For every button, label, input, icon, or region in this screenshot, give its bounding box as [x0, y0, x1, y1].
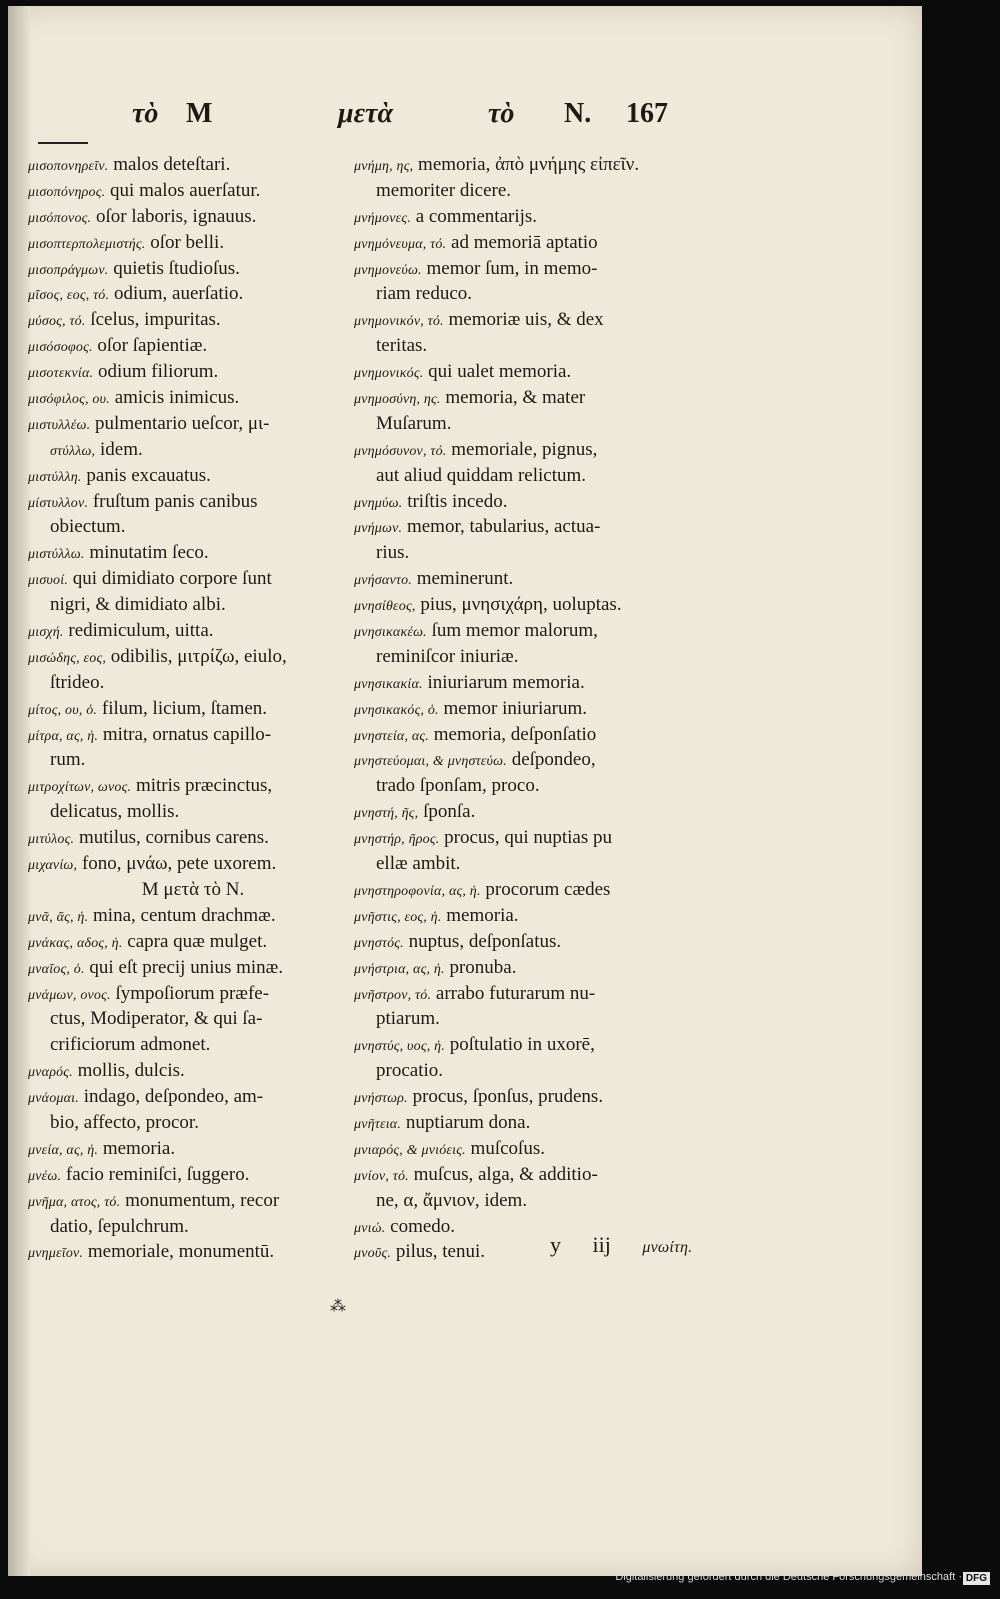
dictionary-line: [354, 1084, 714, 1110]
latin-gloss: idem.: [95, 438, 143, 460]
dictionary-line: [354, 1188, 714, 1214]
dictionary-line: [354, 825, 714, 851]
right-column: [354, 152, 714, 1265]
header-right-article: τὸ: [488, 98, 515, 129]
dictionary-line: [354, 437, 714, 463]
dictionary-line: [28, 1006, 358, 1032]
latin-gloss: odium, auerſatio.: [109, 283, 244, 305]
dictionary-line: [28, 411, 358, 437]
greek-headword: μνημεῖον.: [28, 1246, 84, 1262]
latin-gloss: redimiculum, uitta.: [63, 620, 214, 642]
greek-headword: μνίον, τό.: [354, 1168, 409, 1184]
latin-gloss: capra quæ mulget.: [122, 930, 268, 952]
dictionary-line: [354, 1110, 714, 1136]
latin-gloss: trado ſponſam, proco.: [376, 775, 540, 797]
greek-headword: μνημονικός.: [354, 366, 424, 382]
latin-gloss: ellæ ambit.: [376, 853, 461, 875]
dictionary-line: [28, 333, 358, 359]
greek-headword: μίτος, ου, ὁ.: [28, 702, 98, 718]
latin-gloss: mollis, dulcis.: [72, 1060, 185, 1082]
latin-gloss: mina, centum drachmæ.: [88, 904, 276, 926]
latin-gloss: poſtulatio in uxorē,: [444, 1034, 595, 1056]
dictionary-line: [354, 385, 714, 411]
latin-gloss: procus, ſponſus, prudens.: [407, 1086, 604, 1108]
dictionary-line: [28, 256, 358, 282]
latin-gloss: indago, deſpondeo, am-: [78, 1086, 264, 1108]
latin-gloss: amicis inimicus.: [109, 387, 240, 409]
latin-gloss: iniuriarum memoria.: [422, 671, 585, 693]
latin-gloss: triſtis incedo.: [402, 490, 508, 512]
latin-gloss: mitris præcinctus,: [131, 775, 273, 797]
latin-gloss: Muſarum.: [376, 412, 452, 434]
latin-gloss: datio, ſepulchrum.: [50, 1215, 189, 1237]
latin-gloss: qui eſt precij unius minæ.: [84, 956, 284, 978]
dictionary-line: [354, 981, 714, 1007]
header-left-letter: M: [186, 98, 213, 129]
latin-gloss: memoria, & mater: [440, 387, 586, 409]
greek-headword: μίστυλλον.: [28, 495, 89, 511]
dictionary-line: [354, 955, 714, 981]
latin-gloss: malos deteſtari.: [108, 154, 231, 175]
greek-headword: μνήμονες.: [354, 210, 411, 226]
dictionary-line: [28, 1110, 358, 1136]
greek-headword: μιτροχίτων, ωνος.: [28, 780, 132, 796]
dictionary-line: [354, 722, 714, 748]
dictionary-line: [28, 877, 358, 903]
dictionary-line: [28, 644, 358, 670]
greek-headword: μνῆστρον, τό.: [354, 987, 432, 1003]
dictionary-line: [28, 1162, 358, 1188]
latin-gloss: nuptus, deſponſatus.: [403, 930, 562, 952]
greek-headword: μνημοσύνη, ης.: [354, 392, 441, 408]
dictionary-line: [28, 851, 358, 877]
latin-gloss: ſponſa.: [418, 801, 476, 823]
dictionary-line: [354, 514, 714, 540]
latin-gloss: qui ualet memoria.: [423, 361, 572, 383]
dictionary-line: [354, 773, 714, 799]
dictionary-line: [354, 333, 714, 359]
latin-gloss: teritas.: [376, 335, 428, 357]
latin-gloss: monumentum, recor: [120, 1189, 280, 1211]
latin-gloss: procorum cædes: [480, 878, 611, 900]
latin-gloss: memoria.: [98, 1137, 176, 1159]
greek-headword: μνάμων, ονος.: [28, 987, 111, 1003]
dictionary-line: [354, 1058, 714, 1084]
latin-gloss: qui dimidiato corpore ſunt: [68, 568, 272, 590]
latin-gloss: arrabo futurarum nu-: [431, 982, 596, 1004]
greek-headword: μνῆστις, εος, ἡ.: [354, 909, 442, 925]
catchword: μνωίτη.: [642, 1239, 693, 1256]
latin-gloss: ſcelus, impuritas.: [85, 309, 221, 331]
dictionary-line: [354, 307, 714, 333]
latin-gloss: memor ſum, in memo-: [421, 257, 598, 279]
greek-headword: μνοῦς.: [354, 1246, 392, 1262]
latin-gloss: ptiarum.: [376, 1008, 440, 1030]
greek-headword: μισόπονος.: [28, 210, 92, 226]
dictionary-line: [28, 773, 358, 799]
dictionary-line: [28, 1084, 358, 1110]
dictionary-line: [28, 566, 358, 592]
greek-headword: μναρός.: [28, 1065, 73, 1081]
dictionary-line: [28, 307, 358, 333]
greek-headword: μνηστύς, υος, ἡ.: [354, 1039, 445, 1055]
dictionary-line: [354, 618, 714, 644]
dictionary-line: [354, 256, 714, 282]
dictionary-line: [28, 489, 358, 515]
latin-gloss: panis excauatus.: [81, 464, 211, 486]
greek-headword: μνήστωρ.: [354, 1091, 408, 1107]
greek-headword: μισοτεκνία.: [28, 366, 94, 382]
latin-gloss: mutilus, cornibus carens.: [74, 827, 269, 849]
dictionary-line: [354, 204, 714, 230]
dictionary-line: [354, 799, 714, 825]
greek-headword: μισοπόνηρος.: [28, 184, 106, 200]
dictionary-line: [28, 540, 358, 566]
greek-headword: μνημόνευμα, τό.: [354, 236, 447, 252]
latin-gloss: aut aliud quiddam relictum.: [376, 464, 587, 486]
latin-gloss: crificiorum admonet.: [50, 1034, 211, 1056]
dictionary-line: [28, 1032, 358, 1058]
dictionary-line: [28, 670, 358, 696]
latin-gloss: procatio.: [376, 1060, 444, 1082]
dictionary-line: [354, 359, 714, 385]
dictionary-line: [28, 1214, 358, 1240]
greek-headword: μνηστεύομαι, & μνηστεύω.: [354, 754, 507, 770]
latin-gloss: oſor laboris, ignauus.: [91, 205, 257, 227]
greek-headword: μισοπράγμων.: [28, 262, 109, 278]
dictionary-line: [28, 981, 358, 1007]
dictionary-line: [28, 799, 358, 825]
dictionary-line: [354, 747, 714, 773]
header-right-letter: N.: [564, 98, 592, 129]
dictionary-line: [28, 1239, 358, 1265]
signature-number: iij: [592, 1232, 611, 1257]
latin-gloss: muſcoſus.: [465, 1137, 545, 1159]
dfg-logo: DFG: [963, 1572, 990, 1585]
dictionary-line: [28, 825, 358, 851]
greek-headword: μύσος, τό.: [28, 314, 86, 330]
latin-gloss: meminerunt.: [411, 568, 514, 590]
dictionary-line: [354, 644, 714, 670]
latin-gloss: minutatim ſeco.: [84, 542, 209, 564]
latin-gloss: bio, affecto, procor.: [50, 1111, 199, 1133]
latin-gloss: memoriæ uis, & dex: [443, 309, 604, 331]
latin-gloss: obiectum.: [50, 516, 126, 538]
dictionary-line: [28, 618, 358, 644]
latin-gloss: ctus, Modiperator, & qui ſa-: [50, 1008, 263, 1030]
latin-gloss: odibilis, μιτρίζω, eiulo,: [106, 645, 287, 667]
greek-headword: μνήστρια, ας, ἡ.: [354, 961, 445, 977]
greek-headword: μνεία, ας, ἡ.: [28, 1142, 99, 1158]
latin-gloss: oſor belli.: [145, 231, 225, 253]
dictionary-line: [354, 670, 714, 696]
dictionary-line: [28, 385, 358, 411]
greek-headword: μιστυλλέω.: [28, 417, 91, 433]
greek-headword: μνηστή, ῆς,: [354, 806, 419, 822]
page-number: 167: [626, 98, 668, 129]
latin-gloss: ſtrideo.: [50, 671, 105, 693]
header-rule: [38, 142, 88, 144]
latin-gloss: memor, tabularius, actua-: [402, 516, 601, 538]
dictionary-line: [28, 1136, 358, 1162]
greek-headword: μῖσος, εος, τό.: [28, 288, 110, 304]
latin-gloss: memoria, ἀπὸ μνήμης εἰπεῖν.: [413, 154, 640, 175]
dictionary-line: [28, 592, 358, 618]
latin-gloss: mitra, ornatus capillo-: [98, 723, 272, 745]
dictionary-line: [28, 281, 358, 307]
greek-headword: μνημονικόν, τό.: [354, 314, 444, 330]
greek-headword: μνήμη, ης,: [354, 159, 414, 174]
greek-headword: μνηστηροφονία, ας, ἡ.: [354, 883, 481, 899]
greek-headword: μνησίθεος,: [354, 599, 416, 615]
greek-headword: μιτύλος.: [28, 832, 75, 848]
latin-gloss: memoria, deſponſatio: [429, 723, 597, 745]
dictionary-line: [28, 955, 358, 981]
latin-gloss: quietis ſtudioſus.: [108, 257, 240, 279]
latin-gloss: ne, α, ἄμνιον, idem.: [376, 1189, 528, 1211]
greek-headword: μνᾶ, ᾶς, ἡ.: [28, 909, 89, 925]
greek-headword: μισόσοφος.: [28, 340, 93, 356]
latin-gloss: M μετὰ τὸ N.: [141, 878, 245, 900]
dictionary-line: [28, 204, 358, 230]
latin-gloss: rius.: [376, 542, 410, 564]
dictionary-line: [28, 230, 358, 256]
signature-mark: y: [550, 1232, 561, 1257]
dictionary-line: [28, 747, 358, 773]
greek-headword: μνηστήρ, ῆρος.: [354, 832, 440, 848]
latin-gloss: memoriale, monumentū.: [83, 1241, 275, 1263]
dictionary-line: [28, 722, 358, 748]
dictionary-line: [354, 489, 714, 515]
dictionary-line: [354, 178, 714, 204]
greek-headword: μιχανίω,: [28, 858, 78, 874]
greek-headword: μνιαρός, & μνιόεις.: [354, 1142, 466, 1158]
latin-gloss: comedo.: [385, 1215, 456, 1237]
greek-headword: μισόφιλος, ου.: [28, 392, 110, 408]
greek-headword: μνησικακός, ὁ.: [354, 702, 439, 718]
greek-headword: μνηστεία, ας.: [354, 728, 429, 744]
dictionary-line: [354, 592, 714, 618]
greek-headword: μνάκας, αδος, ἡ.: [28, 935, 123, 951]
greek-headword: μίτρα, ας, ἡ.: [28, 728, 99, 744]
dictionary-line: [354, 696, 714, 722]
latin-gloss: delicatus, mollis.: [50, 801, 180, 823]
header-center: μετὰ: [338, 98, 393, 129]
dictionary-line: [28, 152, 358, 178]
dictionary-line: [354, 540, 714, 566]
latin-gloss: memoriale, pignus,: [446, 438, 598, 460]
greek-headword: μισοπονηρεῖν.: [28, 159, 109, 174]
dictionary-line: [28, 929, 358, 955]
greek-headword: μισοπτερπολεμιστής.: [28, 236, 146, 252]
latin-gloss: procus, qui nuptias pu: [439, 827, 612, 849]
dictionary-line: [28, 1058, 358, 1084]
book-page: [8, 6, 922, 1576]
latin-gloss: odium filiorum.: [93, 361, 219, 383]
dictionary-line: [354, 1136, 714, 1162]
greek-headword: μισυοί.: [28, 573, 69, 589]
greek-headword: μνημόσυνον, τό.: [354, 443, 447, 459]
dictionary-line: [28, 359, 358, 385]
dictionary-line: [354, 463, 714, 489]
page-gutter: [8, 6, 30, 1576]
latin-gloss: qui malos auerſatur.: [105, 179, 261, 201]
latin-gloss: ſympoſiorum præfe-: [110, 982, 270, 1004]
greek-headword: μνήμων.: [354, 521, 403, 537]
dictionary-line: [28, 437, 358, 463]
greek-headword: μνάομαι.: [28, 1091, 79, 1107]
greek-headword: μνήσαντο.: [354, 573, 412, 589]
dictionary-line: [354, 281, 714, 307]
greek-headword: στύλλω,: [50, 443, 96, 459]
latin-gloss: memor iniuriarum.: [438, 697, 588, 719]
latin-gloss: oſor ſapientiæ.: [92, 335, 208, 357]
latin-gloss: nigri, & dimidiato albi.: [50, 594, 226, 616]
latin-gloss: facio reminiſci, ſuggero.: [61, 1163, 250, 1185]
greek-headword: μιστύλλη.: [28, 469, 82, 485]
latin-gloss: fruſtum panis canibus: [88, 490, 258, 512]
greek-headword: μνῆμα, ατος, τό.: [28, 1194, 121, 1210]
latin-gloss: a commentarijs.: [410, 205, 538, 227]
signature-line: [550, 1232, 718, 1258]
latin-gloss: pronuba.: [444, 956, 517, 978]
latin-gloss: nuptiarum dona.: [401, 1111, 531, 1133]
greek-headword: μνέω.: [28, 1168, 62, 1184]
latin-gloss: fono, μνάω, pete uxorem.: [77, 853, 277, 875]
dictionary-line: [28, 463, 358, 489]
greek-headword: μνημονεύω.: [354, 262, 422, 278]
dictionary-line: [354, 903, 714, 929]
greek-headword: μισώδης, εος,: [28, 650, 107, 666]
dictionary-line: [28, 514, 358, 540]
greek-headword: μναῖος, ὁ.: [28, 961, 85, 977]
dictionary-line: [28, 903, 358, 929]
latin-gloss: memoria.: [441, 904, 519, 926]
dictionary-line: [354, 929, 714, 955]
greek-headword: μισχή.: [28, 625, 64, 641]
ornament: ⁂: [330, 1298, 346, 1315]
dictionary-line: [28, 1188, 358, 1214]
greek-headword: μνῆτεια.: [354, 1116, 402, 1132]
dictionary-line: [28, 696, 358, 722]
dictionary-line: [354, 877, 714, 903]
dictionary-line: [354, 152, 714, 178]
dictionary-line: [28, 178, 358, 204]
latin-gloss: pilus, tenui.: [391, 1241, 486, 1263]
greek-headword: μνιώ.: [354, 1220, 386, 1236]
greek-headword: μιστύλλω.: [28, 547, 85, 563]
latin-gloss: reminiſcor iniuriæ.: [376, 645, 519, 667]
dictionary-line: [354, 566, 714, 592]
latin-gloss: pulmentario ueſcor, μι-: [90, 412, 270, 434]
latin-gloss: filum, licium, ſtamen.: [97, 697, 268, 719]
left-column: [28, 152, 358, 1265]
greek-headword: μνησικακέω.: [354, 625, 427, 641]
latin-gloss: muſcus, alga, & additio-: [408, 1163, 598, 1185]
latin-gloss: rum.: [50, 749, 86, 771]
greek-headword: μνημύω.: [354, 495, 403, 511]
dictionary-line: [354, 1162, 714, 1188]
latin-gloss: riam reduco.: [376, 283, 473, 305]
dictionary-line: [354, 1032, 714, 1058]
latin-gloss: memoriter dicere.: [376, 179, 512, 201]
running-header: [8, 98, 922, 138]
dictionary-line: [354, 851, 714, 877]
latin-gloss: pius, μνησιχάρη, uoluptas.: [415, 594, 622, 616]
greek-headword: μνηστός.: [354, 935, 404, 951]
dictionary-line: [354, 1006, 714, 1032]
latin-gloss: ſum memor malorum,: [426, 620, 598, 642]
greek-headword: μνησικακία.: [354, 676, 423, 692]
header-left-article: τὸ: [132, 98, 159, 129]
dictionary-line: [354, 230, 714, 256]
digitization-credit: Digitalisierung gefördert durch die Deutsche Forschungsgemeinschaft ·: [615, 1571, 962, 1583]
latin-gloss: deſpondeo,: [506, 749, 596, 771]
dictionary-line: [354, 411, 714, 437]
latin-gloss: ad memoriā aptatio: [446, 231, 598, 253]
